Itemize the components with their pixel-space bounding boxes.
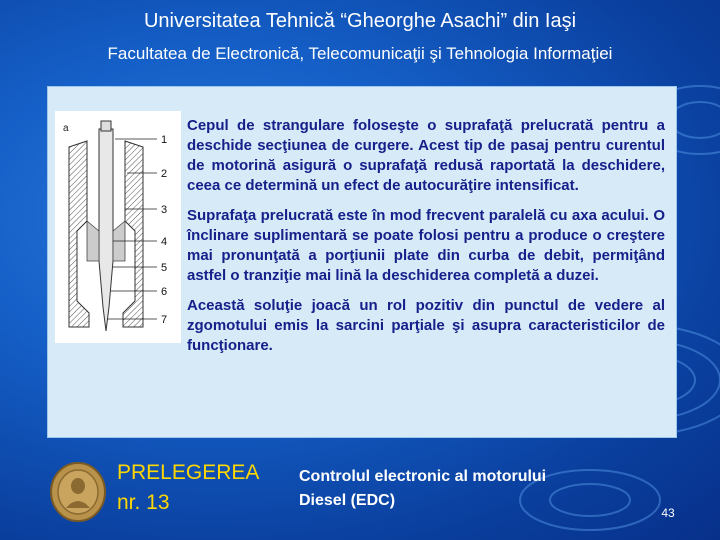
diagram-panel-label: a [63,123,69,134]
callout-2: 2 [161,168,168,180]
lecture-number: nr. 13 [117,491,170,514]
content-text [187,116,665,366]
callout-1: 1 [161,134,168,146]
lecture-label [117,458,259,518]
faculty-name: Facultatea de Electronică, Telecomunicaţii şi Tehnologia Informaţiei [107,44,613,63]
content-panel [47,86,677,438]
university-name: Universitatea Tehnică “Gheorghe Asachi” din Iaşi [143,10,577,32]
lecture-topic [299,465,619,513]
callout-7: 7 [161,314,168,326]
nozzle-cross-section-diagram [55,111,181,343]
paragraph-1: Cepul de strangulare foloseşte o suprafaţă prelucrată pentru a deschide secţiunea de curgere. Acest tip de pasaj pentru curentul de motorină asigură o suprafaţă redusă raportată la deschidere, ceea ce determină un efect de autocurăţire intensificat. [187,117,665,194]
paragraph-2: Suprafaţa prelucrată este în mod frecvent paralelă cu axa acului. O înclinare suplimentară se poate folosi pentru a produce o creştere mai pronunţată a porţiunii plate din curba de debit, permiţând astfel o tranziţie mai lină la deschiderea completă a duzei. [187,207,665,284]
slide-number: 43 [661,506,675,520]
topic-line-2: Diesel (EDC) [299,492,396,509]
callout-4: 4 [161,236,168,248]
callout-3: 3 [161,204,168,216]
topic-line-1: Controlul electronic al motorului [299,468,547,485]
lecture-word: PRELEGEREA [117,461,260,484]
callout-6: 6 [161,286,168,298]
callout-5: 5 [161,262,168,274]
paragraph-3: Această soluţie joacă un rol pozitiv din punctul de vedere al zgomotului emis la sarcini parţiale şi asupra caracteristicilor de funcţionare. [187,297,665,354]
university-seal-icon [50,462,106,522]
nozzle-drawing [55,111,181,343]
